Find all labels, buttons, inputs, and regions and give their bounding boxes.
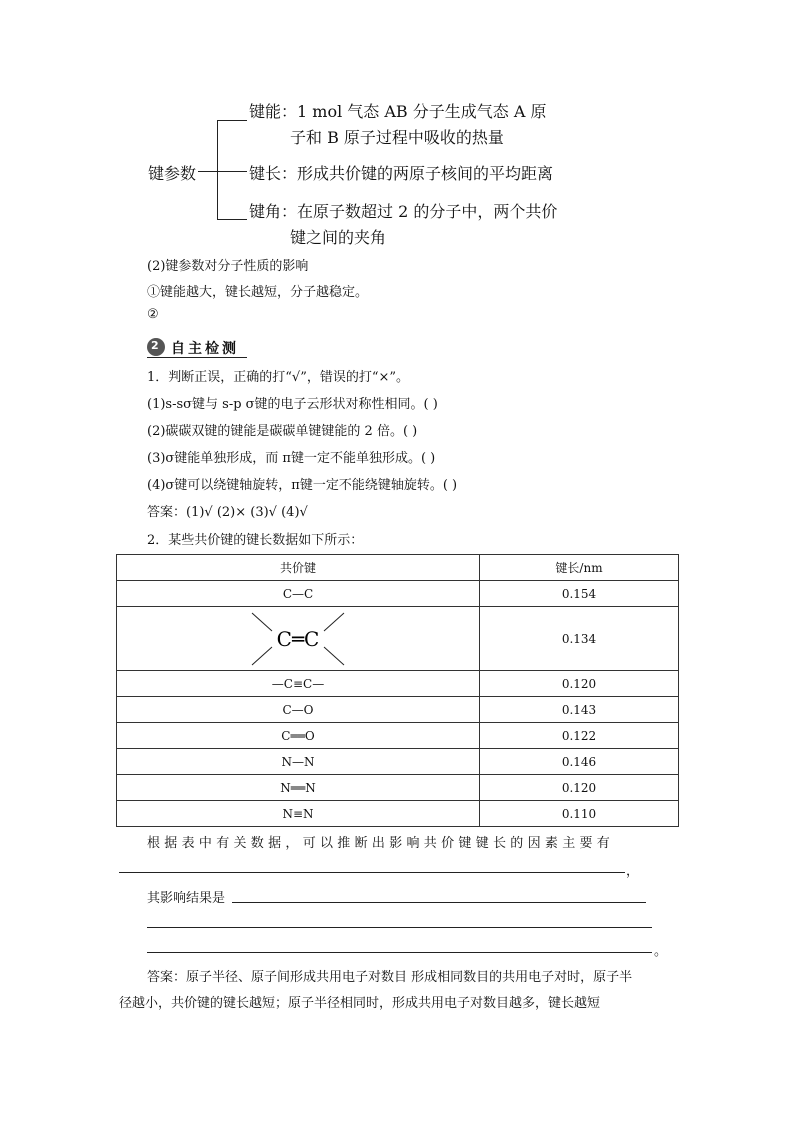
bracket-top-arm [217, 120, 247, 121]
q1-item-2: (2)碳碳双键的键能是碳碳单键键能的 2 倍。( ) [147, 424, 418, 439]
q1-answer: 答案：(1)√ (2)× (3)√ (4)√ [147, 505, 308, 520]
table-row [117, 749, 679, 775]
section2-item1: ①键能越大，键长越短，分子越稳定。 [147, 285, 369, 300]
q2-fill2-period: 。 [654, 944, 668, 959]
table-cell-bond: C—O [117, 697, 480, 723]
q2-stem: 2．某些共价键的键长数据如下所示： [147, 533, 364, 548]
q2-fill2-prompt: 其影响结果是 [147, 891, 226, 906]
table-row [117, 723, 679, 749]
bracket-mid-arm [217, 171, 247, 172]
q1-item-4: (4)σ键可以绕键轴旋转，π键一定不能绕键轴旋转。( ) [147, 478, 458, 493]
table-cell-bond: C—C [117, 581, 480, 607]
q1-item-3: (3)σ键能单独形成，而 π键一定不能单独形成。( ) [147, 451, 436, 466]
table-cell-length: 0.134 [480, 607, 679, 671]
bond-angle-line1: 键角：在原子数超过 2 的分子中，两个共价 [249, 202, 558, 221]
q2-fill1-blank [119, 872, 625, 873]
self-check-underline [147, 357, 247, 358]
section2-title: (2)键参数对分子性质的影响 [147, 259, 309, 274]
q2-fill2-blank-2 [147, 927, 652, 928]
q2-fill1-comma: ， [626, 864, 640, 879]
q2-answer-line1: 答案：原子半径、原子间形成共用电子对数目 形成相同数目的共用电子对时，原子半 [147, 970, 633, 985]
table-cell-bond: C══O [117, 723, 480, 749]
table-row [117, 671, 679, 697]
ethylene-label: C═C [276, 626, 320, 651]
diagram-root-label: 键参数 [148, 164, 197, 183]
table-cell-bond: N══N [117, 775, 480, 801]
table-row [117, 607, 679, 671]
section2-item2: ② [147, 307, 159, 322]
table-cell-bond [117, 607, 480, 671]
table-row [117, 697, 679, 723]
self-check-badge-number: 2 [151, 339, 159, 352]
table-cell-length: 0.120 [480, 775, 679, 801]
table-cell-length: 0.146 [480, 749, 679, 775]
q1-item-1: (1)s-sσ键与 s-p σ键的电子云形状对称性相同。( ) [147, 397, 438, 412]
table-cell-length: 0.143 [480, 697, 679, 723]
table-cell-bond: —C≡C— [117, 671, 480, 697]
bracket-stem [198, 171, 218, 172]
q2-fill2-blank-3 [147, 952, 652, 953]
bond-energy-line2: 子和 B 原子过程中吸收的热量 [290, 128, 504, 147]
table-row [117, 801, 679, 827]
bond-angle-line2: 键之间的夹角 [290, 228, 387, 247]
table-cell-length: 0.122 [480, 723, 679, 749]
table-header-bond: 共价键 [117, 555, 480, 581]
bond-length-table [116, 554, 679, 827]
table-cell-length: 0.120 [480, 671, 679, 697]
table-row [117, 581, 679, 607]
bond-length-line1: 键长：形成共价键的两原子核间的平均距离 [249, 164, 554, 183]
q2-fill1-prompt: 根据表中有关数据，可以推断出影响共价键键长的因素主要有 [147, 836, 615, 851]
self-check-badge-icon [147, 338, 165, 356]
table-header-row [117, 555, 679, 581]
bracket-bottom-arm [217, 219, 247, 220]
q1-stem: 1．判断正误，正确的打“√”，错误的打“×”。 [147, 370, 410, 385]
self-check-heading: 自主检测 [171, 341, 239, 357]
table-cell-bond: N—N [117, 749, 480, 775]
table-cell-length: 0.110 [480, 801, 679, 827]
ethylene-structure-icon [248, 609, 348, 669]
bond-energy-line1: 键能：1 mol 气态 AB 分子生成气态 A 原 [249, 102, 547, 121]
table-row [117, 775, 679, 801]
table-cell-bond: N≡N [117, 801, 480, 827]
q2-answer-line2: 径越小，共价键的键长越短；原子半径相同时，形成共用电子对数目越多，键长越短 [119, 996, 601, 1011]
table-cell-length: 0.154 [480, 581, 679, 607]
bracket-vertical [217, 120, 218, 220]
q2-fill2-blank-1 [232, 902, 646, 903]
table-header-length: 键长/nm [480, 555, 679, 581]
